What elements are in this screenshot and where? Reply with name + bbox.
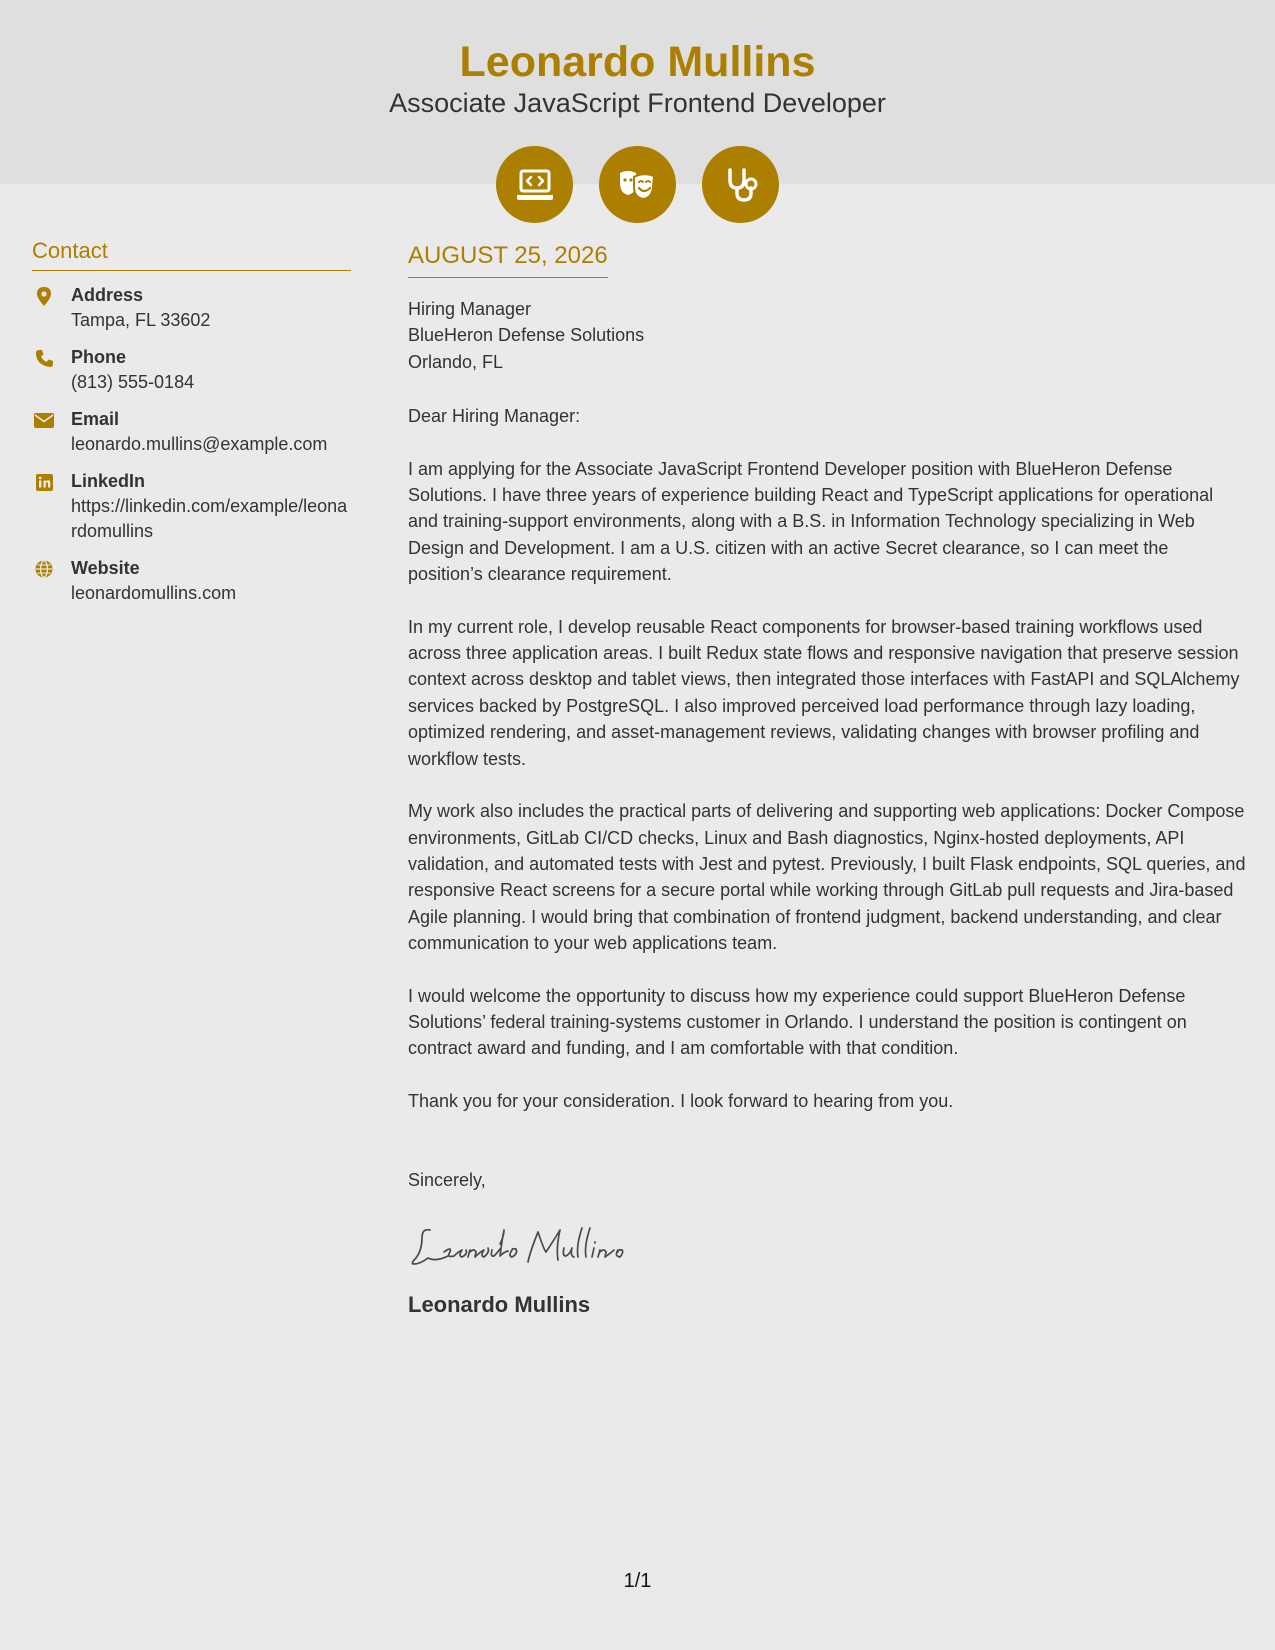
laptop-code-icon [496, 146, 573, 223]
envelope-icon [34, 410, 54, 430]
page-number: 1/1 [623, 1570, 652, 1592]
contact-heading: Contact [32, 236, 351, 271]
contact-value: (813) 555-0184 [71, 372, 195, 392]
contact-sidebar [32, 236, 351, 618]
cover-letter-body [408, 240, 1248, 1320]
recipient-line: Hiring Manager [408, 299, 532, 319]
contact-item-website [32, 556, 351, 606]
contact-item-linkedin [32, 469, 351, 544]
contact-label: Phone [71, 347, 127, 367]
contact-label: Website [71, 558, 140, 578]
recipient-block [408, 296, 1248, 375]
letter-date: AUGUST 25, 2026 [408, 240, 608, 278]
recipient-line: Orlando, FL [408, 351, 504, 372]
header-icon-row [0, 146, 1275, 223]
theater-masks-icon [599, 146, 676, 223]
contact-item-phone [32, 345, 351, 395]
map-marker-icon [34, 286, 54, 306]
stethoscope-icon [702, 146, 779, 223]
contact-label: Email [71, 409, 120, 429]
letter-paragraph: Thank you for your consideration. I look forward to hearing from you. [408, 1090, 954, 1111]
contact-item-address [32, 283, 351, 333]
closing: Sincerely, [408, 1170, 486, 1191]
salutation: Dear Hiring Manager: [408, 406, 581, 427]
contact-value: leonardomullins.com [71, 583, 237, 603]
contact-label: LinkedIn [71, 471, 146, 491]
candidate-name: Leonardo Mullins [459, 38, 816, 86]
letter-paragraph: In my current role, I develop reusable React components for browser-based training workflows used across three application areas. I built Redux state flows and responsive navigation that preserve session context across desktop and tablet views, then integrated those interfaces with FastAPI and SQLAlchemy services backed by PostgreSQL. I also improved perceived load performance through lazy loading, optimized rendering, and asset-management reviews, validating changes with browser profiling and workflow tests. [408, 616, 1240, 769]
recipient-line: BlueHeron Defense Solutions [408, 325, 645, 346]
contact-label: Address [71, 285, 144, 305]
letter-paragraph: I would welcome the opportunity to discuss how my experience could support BlueHeron Defense Solutions’ federal training-systems customer in Orlando. I understand the position is contingent on contract award and funding, and I am comfortable with that condition. [408, 985, 1187, 1059]
letter-paragraph: I am applying for the Associate JavaScript Frontend Developer position with BlueHeron Defense Solutions. I have three years of experience building React and TypeScript applications for operational and training-support environments, along with a B.S. in Information Technology specializing in Web Design and Development. I am a U.S. citizen with an active Secret clearance, so I can meet the position’s clearance requirement. [408, 458, 1214, 585]
contact-value: https://linkedin.com/example/leonardomullins [71, 496, 348, 541]
contact-value: Tampa, FL 33602 [71, 310, 211, 330]
phone-icon [34, 348, 54, 368]
contact-item-email [32, 407, 351, 457]
contact-value: leonardo.mullins@example.com [71, 434, 328, 454]
signer-name: Leonardo Mullins [408, 1291, 591, 1317]
linkedin-icon [34, 472, 54, 492]
globe-icon [34, 559, 54, 579]
letter-paragraph: My work also includes the practical parts of delivering and supporting web applications: Docker Compose environments, GitLab CI/CD checks, Linux and Bash diagnostics, Nginx-hosted deployments, API validation, and automated tests with Jest and pytest. Previously, I built Flask endpoints, SQL queries, and responsive React screens for a secure portal while working through GitLab pull requests and Jira-based Agile planning. I would bring that combination of frontend judgment, backend understanding, and clear communication to your web applications team. [408, 801, 1246, 954]
job-title: Associate JavaScript Frontend Developer [389, 88, 886, 118]
handwritten-signature [408, 1222, 1248, 1274]
